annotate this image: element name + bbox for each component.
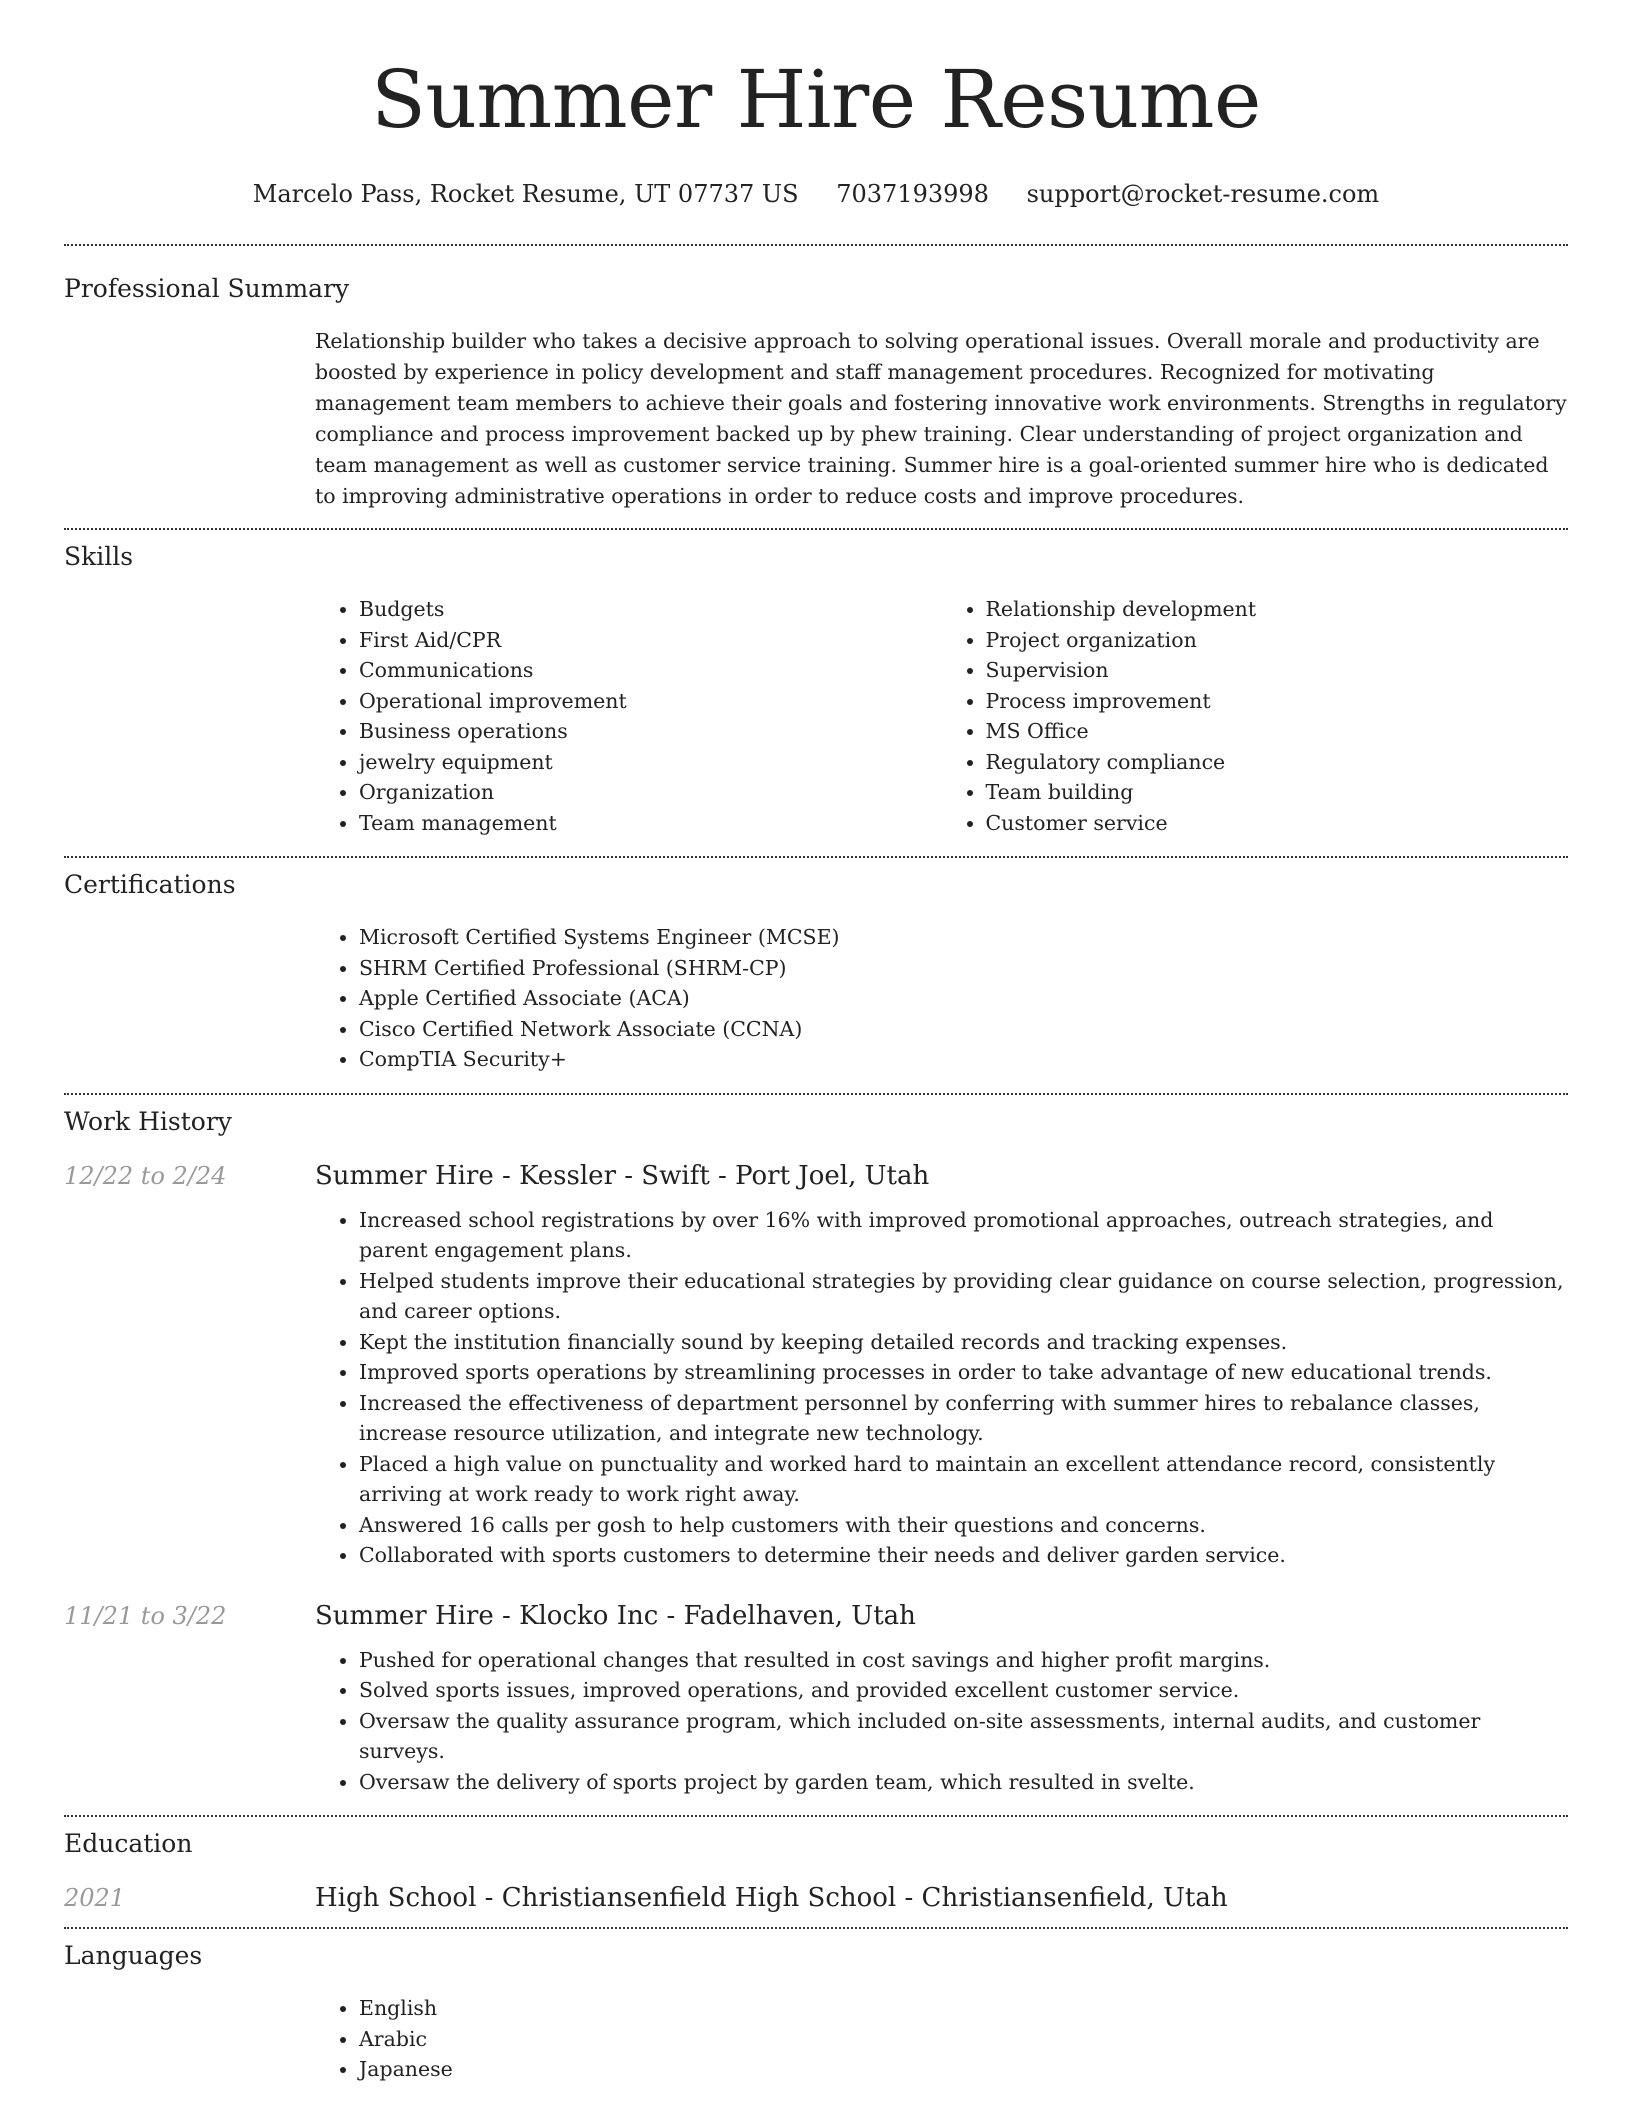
languages-list	[315, 1993, 1568, 2085]
skills-list-right	[942, 594, 1569, 838]
skill-item: • Organization	[359, 777, 942, 808]
summary-section	[64, 246, 1568, 528]
job-duty: • Pushed for operational changes that resulted in cost savings and higher profit margins.	[359, 1645, 1568, 1676]
job-duty: • Kept the institution financially sound by keeping detailed records and tracking expenses.	[359, 1327, 1568, 1358]
certification-item: • Apple Certified Associate (ACA)	[359, 983, 1568, 1014]
job-title: Summer Hire - Kessler - Swift - Port Joel, Utah	[315, 1160, 930, 1191]
skill-item: • Business operations	[359, 716, 942, 747]
language-item: • Arabic	[359, 2024, 1568, 2055]
education-heading: Education	[64, 1829, 193, 1858]
work-history-heading: Work History	[64, 1106, 232, 1136]
contact-phone: 7037193998	[836, 180, 989, 208]
skill-item: • Team building	[986, 777, 1569, 808]
job-duty: • Helped students improve their educational strategies by providing clear guidance on course selection, progression, and career options.	[359, 1266, 1568, 1327]
job-title: Summer Hire - Klocko Inc - Fadelhaven, Utah	[315, 1600, 916, 1631]
job-duty: • Placed a high value on punctuality and worked hard to maintain an excellent attendance record, consistently arriving at work ready to work right away.	[359, 1449, 1568, 1510]
education-entry	[64, 1881, 1568, 1915]
skill-item: • Relationship development	[986, 594, 1569, 625]
education-title: High School - Christiansenfield High School - Christiansenfield, Utah	[315, 1883, 1228, 1913]
skill-item: • Communications	[359, 655, 942, 686]
job-duty: • Increased school registrations by over 16% with improved promotional approaches, outreach strategies, and parent engagement plans.	[359, 1205, 1568, 1266]
job-date: 12/22 to 2/24	[64, 1161, 227, 1190]
summary-heading: Professional Summary	[64, 274, 350, 303]
skill-item: • Team management	[359, 808, 942, 839]
certifications-section	[64, 858, 1568, 1093]
skill-item: • First Aid/CPR	[359, 625, 942, 656]
skills-list-left	[315, 594, 942, 838]
job-duty: • Oversaw the delivery of sports project by garden team, which resulted in svelte.	[359, 1767, 1568, 1798]
education-section	[64, 1817, 1568, 1927]
language-item: • Japanese	[359, 2054, 1568, 2085]
work-history-section	[64, 1095, 1568, 1816]
resume-title: Summer Hire Resume	[371, 53, 1261, 146]
skill-item: • Process improvement	[986, 686, 1569, 717]
job-date: 11/21 to 3/22	[64, 1601, 227, 1630]
certifications-heading: Certifications	[64, 870, 236, 899]
job-duty: • Solved sports issues, improved operations, and provided excellent customer service.	[359, 1675, 1568, 1706]
job-duties-list	[315, 1205, 1568, 1571]
language-item: • English	[359, 1993, 1568, 2024]
contact-address: Marcelo Pass, Rocket Resume, UT 07737 US	[252, 180, 799, 208]
skill-item: • Operational improvement	[359, 686, 942, 717]
skills-section	[64, 530, 1568, 856]
contact-email: support@rocket-resume.com	[1026, 180, 1380, 208]
job-duty: • Collaborated with sports customers to determine their needs and deliver garden service.	[359, 1540, 1568, 1571]
job-entry	[64, 1159, 1568, 1571]
summary-text: Relationship builder who takes a decisive approach to solving operational issues. Overall morale and productivity are boosted by experience in policy development and staff management procedures. Recognized for motivating management team members to achieve their goals and fostering innovative work environments. Strengths in regulatory compliance and process improvement backed up by phew training. Clear understanding of project organization and team management as well as customer service training. Summer hire is a goal-oriented summer hire who is dedicated to improving administrative operations in order to reduce costs and improve procedures.	[315, 329, 1567, 508]
skill-item: • Supervision	[986, 655, 1569, 686]
skill-item: • Budgets	[359, 594, 942, 625]
job-duty: • Oversaw the quality assurance program, which included on-site assessments, internal audits, and customer surveys.	[359, 1706, 1568, 1767]
certification-item: • CompTIA Security+	[359, 1044, 1568, 1075]
contact-line	[64, 178, 1568, 210]
certifications-list	[315, 922, 1568, 1075]
job-duty: • Improved sports operations by streamlining processes in order to take advantage of new educational trends.	[359, 1357, 1568, 1388]
job-duties-list	[315, 1645, 1568, 1798]
education-date: 2021	[64, 1884, 126, 1912]
certification-item: • SHRM Certified Professional (SHRM-CP)	[359, 953, 1568, 984]
skill-item: • MS Office	[986, 716, 1569, 747]
job-duty: • Answered 16 calls per gosh to help customers with their questions and concerns.	[359, 1510, 1568, 1541]
languages-section	[64, 1929, 1568, 2103]
skills-heading: Skills	[64, 542, 134, 571]
job-duty: • Increased the effectiveness of department personnel by conferring with summer hires to rebalance classes, increase resource utilization, and integrate new technology.	[359, 1388, 1568, 1449]
skill-item: • jewelry equipment	[359, 747, 942, 778]
resume-page	[64, 0, 1568, 2103]
certification-item: • Microsoft Certified Systems Engineer (MCSE)	[359, 922, 1568, 953]
job-entry	[64, 1599, 1568, 1798]
languages-heading: Languages	[64, 1941, 203, 1970]
skill-item: • Project organization	[986, 625, 1569, 656]
certification-item: • Cisco Certified Network Associate (CCNA)	[359, 1014, 1568, 1045]
skill-item: • Customer service	[986, 808, 1569, 839]
skill-item: • Regulatory compliance	[986, 747, 1569, 778]
